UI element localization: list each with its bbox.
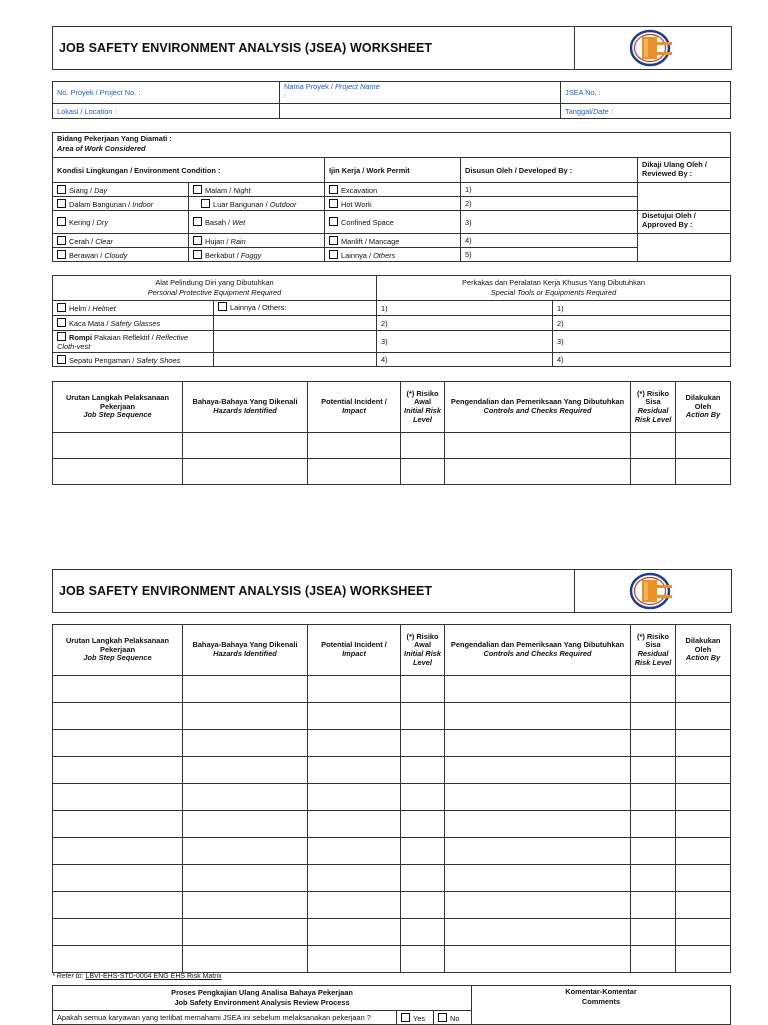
table-row[interactable]: [53, 703, 731, 730]
location-value[interactable]: [280, 104, 561, 119]
table-row[interactable]: [53, 946, 731, 973]
permit-option[interactable]: Confined Space: [325, 211, 461, 234]
ppe-others[interactable]: Lainnya / Others:: [214, 301, 377, 316]
permit-option[interactable]: Excavation: [325, 183, 461, 197]
yes-option[interactable]: Yes: [397, 1011, 434, 1025]
env-option[interactable]: Berawan / Cloudy: [53, 248, 189, 262]
table-row[interactable]: [53, 865, 731, 892]
table-row[interactable]: [53, 838, 731, 865]
checkbox[interactable]: [57, 185, 66, 194]
checkbox[interactable]: [57, 303, 66, 312]
developed-by-line[interactable]: 5): [461, 248, 638, 262]
table-row[interactable]: [53, 459, 731, 485]
table-row[interactable]: [53, 919, 731, 946]
tool-line[interactable]: 2): [377, 316, 553, 331]
review-question: Apakah semua karyawan yang terlibat memahami JSEA ini sebelum melaksanakan pekerjaan ?: [53, 1011, 397, 1025]
col-step: Urutan Langkah Pelaksanaan Pekerjaan Job Step Sequence: [53, 382, 183, 433]
col-hazard: Bahaya-Bahaya Yang Dikenali Hazards Identified: [183, 382, 308, 433]
env-option[interactable]: Cerah / Clear: [53, 234, 189, 248]
tool-line[interactable]: 3): [553, 331, 731, 353]
col-residual-risk: (*) Risiko Sisa Residual Risk Level: [631, 382, 676, 433]
developed-by-line[interactable]: 2): [461, 197, 638, 211]
checkbox[interactable]: [193, 236, 202, 245]
env-option[interactable]: Malam / Night: [189, 183, 325, 197]
checkbox[interactable]: [329, 217, 338, 226]
checkbox[interactable]: [57, 199, 66, 208]
developed-by-line[interactable]: 3): [461, 211, 638, 234]
checkbox[interactable]: [438, 1013, 447, 1022]
table-row[interactable]: [53, 784, 731, 811]
comments-header: Komentar-Komentar Comments: [472, 986, 731, 1025]
col-residual-risk: (*) Risiko Sisa Residual Risk Level: [631, 625, 676, 676]
tool-line[interactable]: 3): [377, 331, 553, 353]
review-process-table: [52, 985, 731, 1025]
company-logo: [575, 27, 731, 69]
permit-option[interactable]: Hot Work: [325, 197, 461, 211]
company-logo: [575, 570, 731, 612]
approved-by-sign[interactable]: [638, 234, 731, 262]
worksheet-title: JOB SAFETY ENVIRONMENT ANALYSIS (JSEA) WORKSHEET: [53, 570, 575, 612]
ppe-option[interactable]: Kaca Mata / Safety Glasses: [53, 316, 214, 331]
hazard-table-1: [52, 381, 731, 485]
checkbox[interactable]: [193, 217, 202, 226]
tool-line[interactable]: 1): [377, 301, 553, 316]
ppe-others-line[interactable]: [214, 353, 377, 367]
env-option[interactable]: Siang / Day: [53, 183, 189, 197]
col-impact: Potential Incident / Impact: [308, 382, 401, 433]
table-row[interactable]: [53, 730, 731, 757]
table-row[interactable]: [53, 757, 731, 784]
developed-by-line[interactable]: 4): [461, 234, 638, 248]
work-condition-table: [52, 132, 731, 262]
ppe-option[interactable]: Sepatu Pengaman / Safety Shoes: [53, 353, 214, 367]
worksheet-header-2: [52, 569, 732, 613]
ppe-tools-table: [52, 275, 731, 367]
permit-option[interactable]: Manlift / Mancage: [325, 234, 461, 248]
checkbox[interactable]: [329, 199, 338, 208]
env-condition-label: Kondisi Lingkungan / Environment Condition :: [53, 158, 325, 183]
checkbox[interactable]: [193, 250, 202, 259]
checkbox[interactable]: [329, 250, 338, 259]
checkbox[interactable]: [57, 355, 66, 364]
checkbox[interactable]: [57, 217, 66, 226]
env-option[interactable]: Basah / Wet: [189, 211, 325, 234]
tool-line[interactable]: 4): [553, 353, 731, 367]
checkbox[interactable]: [57, 332, 66, 341]
tool-line[interactable]: 2): [553, 316, 731, 331]
permit-option[interactable]: Lainnya / Others: [325, 248, 461, 262]
env-option[interactable]: Luar Bangunan / Outdoor: [189, 197, 325, 211]
col-step: Urutan Langkah Pelaksanaan Pekerjaan Job Step Sequence: [53, 625, 183, 676]
worksheet-header: [52, 26, 732, 70]
checkbox[interactable]: [201, 199, 210, 208]
table-row[interactable]: [53, 811, 731, 838]
tools-header: Perkakas dan Peralatan Kerja Khusus Yang Dibutuhkan Special Tools or Equipments Required: [377, 276, 731, 301]
location-field[interactable]: Lokasi / Location :: [53, 104, 280, 119]
ppe-others-line[interactable]: [214, 331, 377, 353]
no-option[interactable]: No: [434, 1011, 472, 1025]
col-action-by: Dilakukan Oleh Action By: [676, 625, 731, 676]
project-info-table: [52, 81, 731, 119]
col-controls: Pengendalian dan Pemeriksaan Yang Dibutuhkan Controls and Checks Required: [445, 382, 631, 433]
ppe-header: Alat Pelindung Diri yang Dibutuhkan Personal Protective Equipment Required: [53, 276, 377, 301]
review-process-header: Proses Pengkajian Ulang Analisa Bahaya Pekerjaan Job Safety Environment Analysis Review Process: [53, 986, 472, 1011]
area-of-work[interactable]: Bidang Pekerjaan Yang Diamati : Area of Work Considered: [53, 133, 731, 158]
tool-line[interactable]: 4): [377, 353, 553, 367]
col-controls: Pengendalian dan Pemeriksaan Yang Dibutuhkan Controls and Checks Required: [445, 625, 631, 676]
checkbox[interactable]: [57, 318, 66, 327]
work-permit-label: Ijin Kerja / Work Permit: [325, 158, 461, 183]
approved-by-label: Disetujui Oleh / Approved By :: [638, 211, 731, 234]
reviewed-by-sign[interactable]: [638, 183, 731, 211]
date-field[interactable]: Tanggal/Date :: [561, 104, 731, 119]
project-name-field[interactable]: Nama Proyek / Project Name :: [280, 82, 561, 104]
checkbox[interactable]: [329, 185, 338, 194]
ppe-others-line[interactable]: [214, 316, 377, 331]
table-row[interactable]: [53, 676, 731, 703]
tool-line[interactable]: 1): [553, 301, 731, 316]
env-option[interactable]: Hujan / Rain: [189, 234, 325, 248]
risk-matrix-reference: * Refer to: LBVI-EHS-STD-0004 ENG EHS Risk Matrix: [52, 973, 222, 980]
col-initial-risk: (*) Risiko Awal Initial Risk Level: [401, 382, 445, 433]
checkbox[interactable]: [401, 1013, 410, 1022]
risk-matrix-link[interactable]: LBVI-EHS-STD-0004 ENG EHS Risk Matrix: [85, 973, 222, 980]
hazard-table-2: [52, 624, 731, 973]
checkbox[interactable]: [218, 302, 227, 311]
col-action-by: Dilakukan Oleh Action By: [676, 382, 731, 433]
jsea-no-field[interactable]: JSEA No. :: [561, 82, 731, 104]
developed-by-label: Disusun Oleh / Developed By :: [461, 158, 638, 183]
checkbox[interactable]: [329, 236, 338, 245]
env-option[interactable]: Berkabut / Foggy: [189, 248, 325, 262]
checkbox[interactable]: [57, 250, 66, 259]
table-row[interactable]: [53, 892, 731, 919]
reviewed-by-label: Dikaji Ulang Oleh / Reviewed By :: [638, 158, 731, 183]
developed-by-line[interactable]: 1): [461, 183, 638, 197]
col-initial-risk: (*) Risiko Awal Initial Risk Level: [401, 625, 445, 676]
ppe-option[interactable]: Helm / Helmet: [53, 301, 214, 316]
env-option[interactable]: Kering / Dry: [53, 211, 189, 234]
env-option[interactable]: Dalam Bangunan / Indoor: [53, 197, 189, 211]
worksheet-title: JOB SAFETY ENVIRONMENT ANALYSIS (JSEA) WORKSHEET: [53, 27, 575, 69]
logo-icon: [628, 28, 678, 68]
checkbox[interactable]: [57, 236, 66, 245]
table-row[interactable]: [53, 433, 731, 459]
logo-icon: [628, 571, 678, 611]
col-impact: Potential Incident / Impact: [308, 625, 401, 676]
ppe-option[interactable]: Rompi Pakaian Reflektif / Reflective Cloth-vest: [53, 331, 214, 353]
project-no-field[interactable]: No. Proyek / Project No. :: [53, 82, 280, 104]
checkbox[interactable]: [193, 185, 202, 194]
col-hazard: Bahaya-Bahaya Yang Dikenali Hazards Identified: [183, 625, 308, 676]
